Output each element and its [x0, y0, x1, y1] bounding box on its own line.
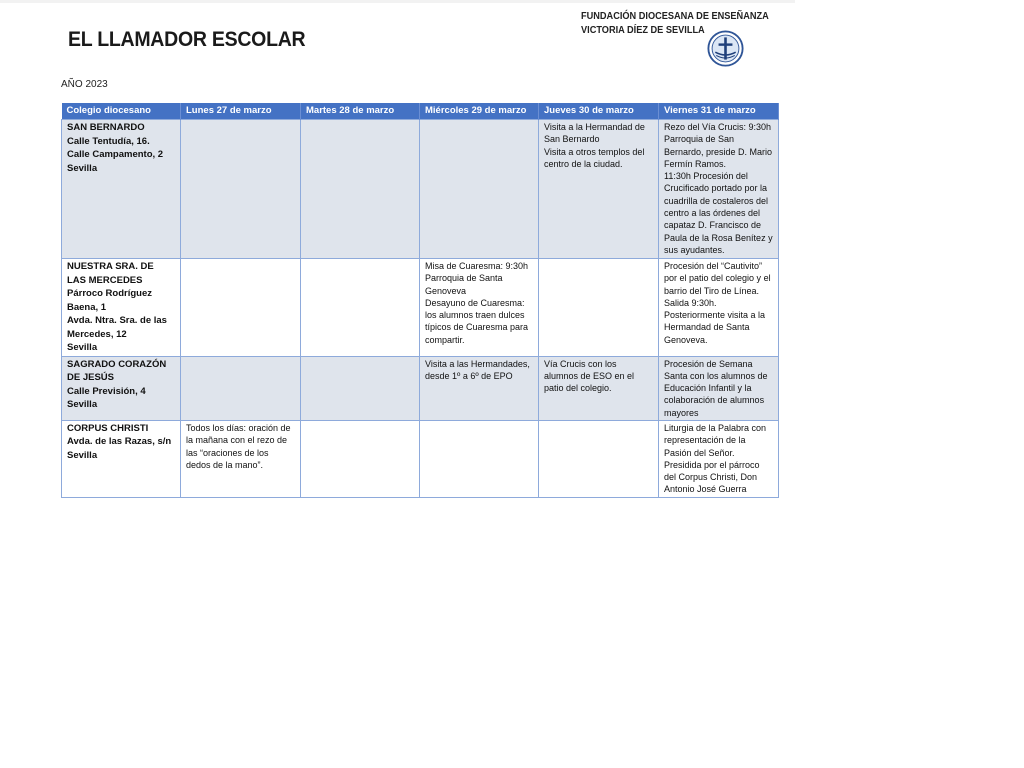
schedule-table [61, 103, 779, 498]
activity-cell-viernes: Rezo del Vía Crucis: 9:30h Parroquia de San Bernardo, preside D. Mario Fermín Ramos. 11:30h Procesión del Crucificado portado por la cuadrilla de costaleros del centro a las órdenes del capataz D. Francisco de Paula de la Rosa Benítez y sus ayudantes. [659, 120, 779, 259]
page-top-edge [0, 0, 795, 3]
table-header-row [62, 103, 779, 120]
document-title: EL LLAMADOR ESCOLAR [68, 28, 306, 51]
column-header-lunes: Lunes 27 de marzo [181, 103, 301, 120]
column-header-jueves: Jueves 30 de marzo [539, 103, 659, 120]
school-cell [62, 259, 181, 357]
activity-cell-viernes: Liturgia de la Palabra con representación de la Pasión del Señor. Presidida por el párroco del Corpus Christi, Don Antonio José Guerra [659, 420, 779, 497]
activity-cell-lunes [181, 356, 301, 420]
column-header-miercoles: Miércoles 29 de marzo [420, 103, 539, 120]
school-city: Sevilla [67, 162, 98, 174]
school-address: Calle Tentudía, 16. [67, 135, 150, 147]
table-row [62, 420, 779, 497]
activity-cell-viernes: Procesión de Semana Santa con los alumnos de Educación Infantil y la colaboración de alumnos mayores [659, 356, 779, 420]
activity-cell-miercoles: Visita a las Hermandades, desde 1º a 6º de EPO [420, 356, 539, 420]
activity-cell-lunes [181, 120, 301, 259]
activity-cell-miercoles: Misa de Cuaresma: 9:30h Parroquia de Santa Genoveva Desayuno de Cuaresma: los alumnos traen dulces típicos de Cuaresma para compartir. [420, 259, 539, 357]
cross-seal-icon [707, 30, 744, 67]
school-address: Avda. de las Razas, s/n [67, 436, 172, 448]
activity-cell-jueves [539, 259, 659, 357]
activity-cell-miercoles [420, 120, 539, 259]
table-row [62, 356, 779, 420]
activity-cell-lunes [181, 259, 301, 357]
column-header-colegio: Colegio diocesano [62, 103, 181, 120]
activity-cell-martes [301, 259, 420, 357]
organization-line-1: FUNDACIÓN DIOCESANA DE ENSEÑANZA [581, 11, 769, 22]
activity-cell-jueves: Visita a la Hermandad de San Bernardo Visita a otros templos del centro de la ciudad. [539, 120, 659, 259]
table-row [62, 259, 779, 357]
activity-cell-miercoles [420, 420, 539, 497]
activity-cell-jueves [539, 420, 659, 497]
school-address: Calle Previsión, 4 [67, 385, 146, 397]
school-address: Párroco Rodríguez Baena, 1 [67, 288, 152, 313]
year-label: AÑO 2023 [61, 79, 108, 90]
activity-cell-viernes: Procesión del “Cautivito” por el patio del colegio y el barrio del Tiro de Línea. Salida 9:30h. Posteriormente visita a la Hermandad de Santa Genoveva. [659, 259, 779, 357]
school-city: Sevilla [67, 399, 98, 410]
activity-cell-jueves: Vía Crucis con los alumnos de ESO en el patio del colegio. [539, 356, 659, 420]
school-address: Avda. Ntra. Sra. de las Mercedes, 12 [67, 315, 167, 340]
school-cell [62, 420, 181, 497]
activity-cell-martes [301, 420, 420, 497]
activity-cell-martes [301, 356, 420, 420]
column-header-viernes: Viernes 31 de marzo [659, 103, 779, 120]
column-header-martes: Martes 28 de marzo [301, 103, 420, 120]
school-name: SAN BERNARDO [67, 122, 145, 133]
school-address: Calle Campamento, 2 [67, 149, 164, 160]
school-cell [62, 120, 181, 259]
table-row [62, 120, 779, 259]
activity-cell-lunes: Todos los días: oración de la mañana con el rezo de las “oraciones de los dedos de la mano”. [181, 420, 301, 497]
activity-cell-martes [301, 120, 420, 259]
school-name: SAGRADO CORAZÓN DE JESÚS [67, 358, 167, 383]
school-name: CORPUS CHRISTI [67, 422, 149, 434]
school-name: NUESTRA SRA. DE LAS MERCEDES [67, 261, 154, 286]
organization-line-2: VICTORIA DÍEZ DE SEVILLA [581, 25, 705, 36]
school-city: Sevilla [67, 449, 98, 461]
school-city: Sevilla [67, 342, 98, 353]
school-cell [62, 356, 181, 420]
